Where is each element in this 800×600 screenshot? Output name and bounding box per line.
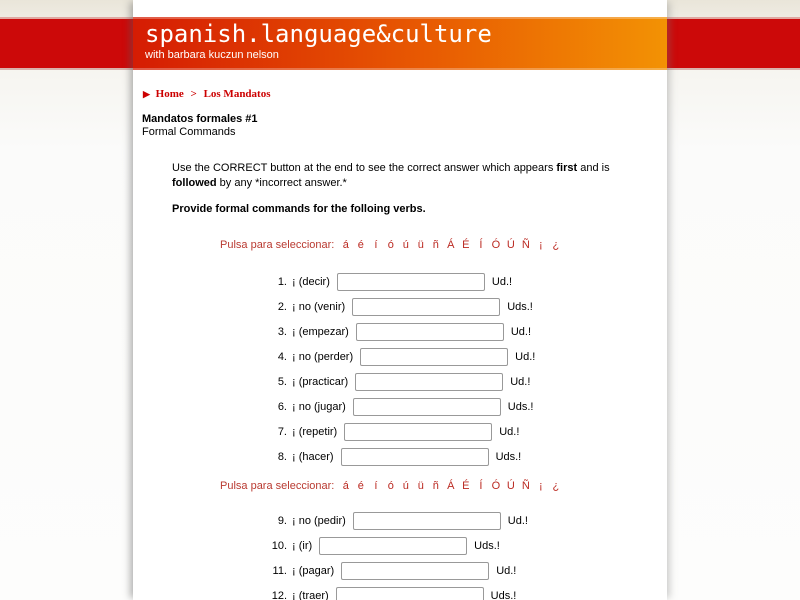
accent-char-link[interactable]: ü (417, 480, 424, 492)
accent-selector-row-2 (220, 479, 667, 493)
accent-links (338, 480, 563, 492)
answer-input[interactable] (360, 348, 508, 366)
verb-number: 10. (271, 539, 287, 552)
answer-input[interactable] (356, 323, 504, 341)
verb-suffix: Ud.! (499, 425, 520, 438)
verb-row (261, 533, 667, 558)
site-title: spanish.language&culture (145, 20, 492, 48)
verb-number: 5. (277, 375, 287, 388)
verb-suffix: Uds.! (490, 589, 517, 600)
accent-char-link[interactable]: í (374, 239, 378, 251)
instructions-bold-first: first (556, 162, 578, 174)
instructions-text (172, 161, 631, 191)
verb-number: 1. (277, 275, 287, 288)
provide-instruction: Provide formal commands for the folloing verbs. (172, 203, 426, 215)
verb-suffix: Ud.! (507, 514, 528, 527)
accent-selector-row-1 (220, 238, 667, 252)
accent-char-link[interactable]: É (462, 239, 470, 251)
verb-row (261, 558, 667, 583)
accent-char-link[interactable]: É (462, 480, 470, 492)
verb-number: 4. (277, 350, 287, 363)
answer-input[interactable] (355, 373, 503, 391)
page-subtitle: Formal Commands (142, 126, 236, 138)
accent-char-link[interactable]: Ñ (521, 239, 530, 251)
verb-label: ¡ (pagar) (292, 564, 335, 577)
verb-label: ¡ no (pedir) (292, 514, 346, 527)
accent-char-link[interactable]: ú (402, 480, 409, 492)
answer-input[interactable] (337, 273, 485, 291)
verb-row (261, 344, 667, 369)
answer-input[interactable] (352, 298, 500, 316)
verb-label: ¡ (ir) (292, 539, 313, 552)
accent-char-link[interactable]: ¡ (539, 239, 543, 251)
verb-number: 9. (277, 514, 287, 527)
verb-row (261, 419, 667, 444)
accent-char-link[interactable]: Ú (506, 239, 515, 251)
content-column (133, 0, 667, 600)
verb-suffix: Ud.! (496, 564, 517, 577)
accent-char-link[interactable]: Ú (506, 480, 515, 492)
accent-char-link[interactable]: ñ (432, 480, 439, 492)
verb-label: ¡ (traer) (292, 589, 329, 600)
verb-label: ¡ (repetir) (292, 425, 338, 438)
accent-char-link[interactable]: Ó (491, 480, 501, 492)
verb-rows-group-2 (133, 508, 667, 600)
site-subtitle: with barbara kuczun nelson (145, 49, 279, 61)
breadcrumb-arrow-icon: ▶ (143, 89, 150, 99)
instructions-part1: Use the CORRECT button at the end to see the correct answer which appears (172, 162, 557, 174)
accent-char-link[interactable]: é (357, 239, 364, 251)
verb-label: ¡ (practicar) (292, 375, 349, 388)
verb-row (261, 583, 667, 600)
instructions-bold-followed: followed (172, 177, 217, 189)
verb-suffix: Uds.! (474, 539, 500, 552)
accent-char-link[interactable]: ó (387, 239, 394, 251)
accent-selector-label: Pulsa para seleccionar: (220, 239, 335, 251)
verb-row (261, 294, 667, 319)
breadcrumb-link-los-mandatos[interactable]: Los Mandatos (203, 88, 271, 100)
verb-label: ¡ (empezar) (292, 325, 349, 338)
verb-suffix: Ud.! (491, 275, 513, 288)
breadcrumb-link-home[interactable]: Home (155, 88, 184, 100)
accent-char-link[interactable]: ü (417, 239, 424, 251)
verb-rows-group-1 (133, 269, 667, 469)
answer-input[interactable] (353, 512, 501, 530)
verb-number: 12. (271, 589, 287, 600)
verb-suffix: Ud.! (510, 375, 531, 388)
verb-row (261, 444, 667, 469)
accent-char-link[interactable]: á (342, 239, 349, 251)
accent-char-link[interactable]: Í (479, 239, 483, 251)
accent-char-link[interactable]: Ñ (521, 480, 530, 492)
verb-number: 2. (277, 300, 287, 313)
verb-label: ¡ no (venir) (292, 300, 346, 313)
verb-suffix: Uds.! (507, 400, 534, 413)
accent-char-link[interactable]: ú (402, 239, 409, 251)
answer-input[interactable] (336, 587, 484, 600)
page-title: Mandatos formales #1 (142, 113, 258, 125)
accent-char-link[interactable]: ¿ (552, 239, 560, 251)
verb-row (261, 508, 667, 533)
verb-row (261, 269, 667, 294)
accent-char-link[interactable]: ñ (432, 239, 439, 251)
verb-suffix: Uds.! (495, 450, 522, 463)
instructions-part3: by any *incorrect answer.* (216, 177, 347, 189)
verb-label: ¡ (decir) (292, 275, 330, 288)
instructions-part2: and is (577, 162, 610, 174)
site-header (133, 17, 667, 70)
verb-number: 3. (277, 325, 287, 338)
accent-char-link[interactable]: Á (447, 480, 455, 492)
accent-selector-label: Pulsa para seleccionar: (220, 480, 335, 492)
verb-row (261, 394, 667, 419)
accent-char-link[interactable]: Í (479, 480, 483, 492)
accent-char-link[interactable]: ¡ (539, 480, 543, 492)
verb-suffix: Ud.! (515, 350, 536, 363)
answer-input[interactable] (341, 562, 489, 580)
verb-number: 6. (277, 400, 287, 413)
verb-suffix: Uds.! (507, 300, 533, 313)
verb-suffix: Ud.! (510, 325, 532, 338)
breadcrumb-separator: > (190, 88, 197, 100)
verb-number: 11. (272, 564, 287, 577)
accent-char-link[interactable]: á (342, 480, 349, 492)
accent-char-link[interactable]: ¿ (552, 480, 560, 492)
answer-input[interactable] (341, 448, 489, 466)
answer-input[interactable] (353, 398, 501, 416)
accent-links (338, 239, 563, 251)
answer-input[interactable] (319, 537, 467, 555)
answer-input[interactable] (344, 423, 492, 441)
verb-label: ¡ no (jugar) (292, 400, 346, 413)
accent-char-link[interactable]: Á (447, 239, 455, 251)
verb-row (261, 319, 667, 344)
verb-number: 8. (277, 450, 287, 463)
verb-label: ¡ (hacer) (292, 450, 334, 463)
accent-char-link[interactable]: ó (387, 480, 394, 492)
verb-row (261, 369, 667, 394)
verb-number: 7. (277, 425, 287, 438)
accent-char-link[interactable]: é (357, 480, 364, 492)
accent-char-link[interactable]: í (374, 480, 378, 492)
verb-label: ¡ no (perder) (292, 350, 354, 363)
accent-char-link[interactable]: Ó (491, 239, 501, 251)
